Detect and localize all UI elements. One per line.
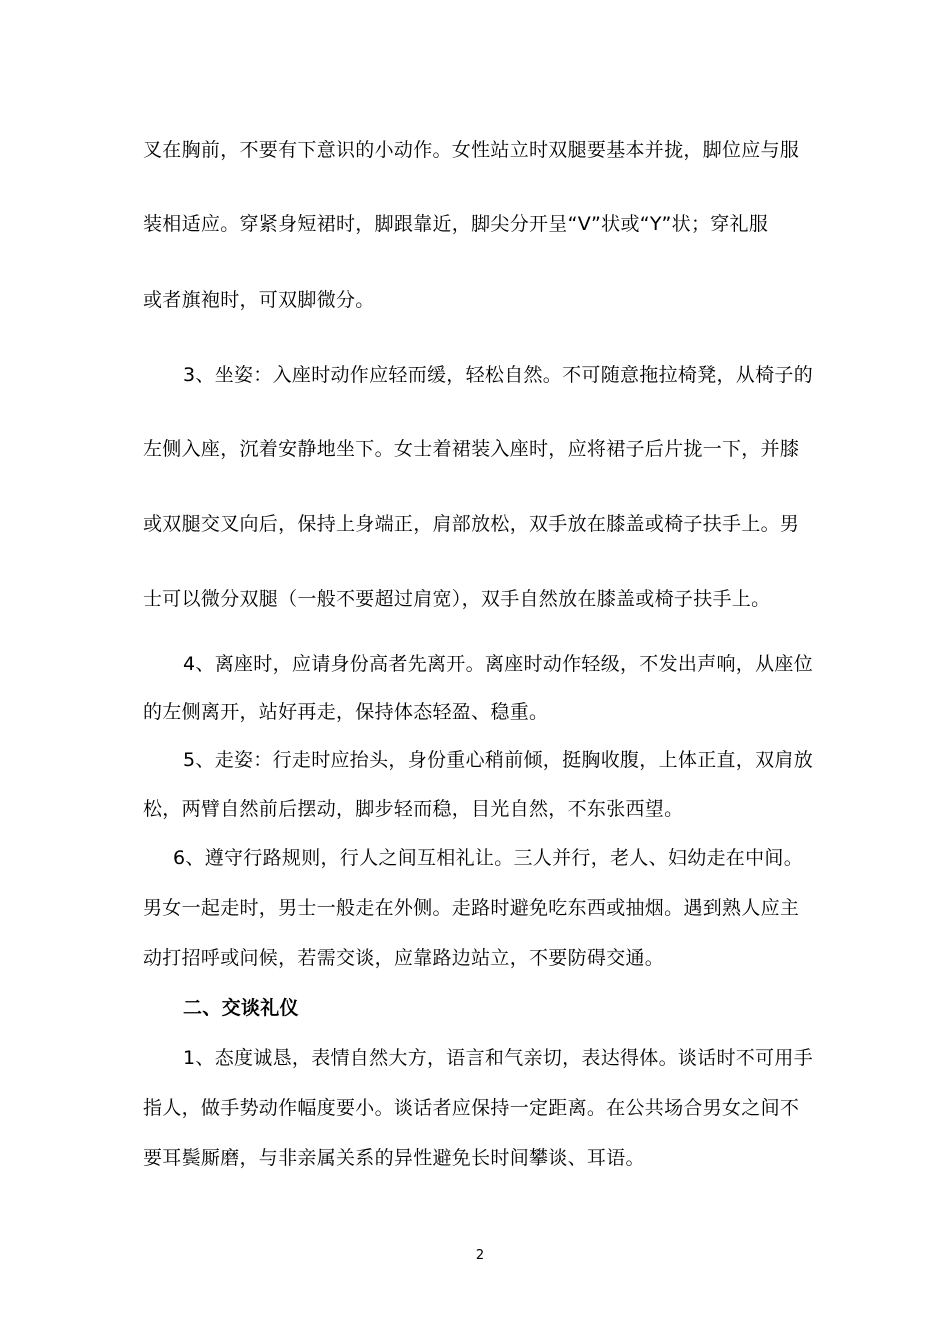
text-line: 叉在胸前，不要有下意识的小动作。女性站立时双腿要基本并拢，脚位应与服 <box>143 139 800 161</box>
text-line: 的左侧离开，站好再走，保持体态轻盈、稳重。 <box>143 701 549 723</box>
text-line: 3、坐姿：入座时动作应轻而缓，轻松自然。不可随意拖拉椅凳，从椅子的 <box>183 364 813 386</box>
text-line: 松，两臂自然前后摆动，脚步轻而稳，目光自然，不东张西望。 <box>143 798 684 820</box>
text-line: 士可以微分双腿（一般不要超过肩宽），双手自然放在膝盖或椅子扶手上。 <box>143 588 771 610</box>
text-line: 1、态度诚恳，表情自然大方，语言和气亲切，表达得体。谈话时不可用手 <box>183 1047 813 1069</box>
text-line: 要耳鬓厮磨，与非亲属关系的异性避免长时间攀谈、耳语。 <box>143 1147 645 1169</box>
text-line: 装相适应。穿紧身短裙时，脚跟靠近，脚尖分开呈“V”状或“Y”状；穿礼服 <box>143 213 769 235</box>
text-line: 左侧入座，沉着安静地坐下。女士着裙装入座时，应将裙子后片拢一下，并膝 <box>143 438 800 460</box>
text-line: 4、离座时，应请身份高者先离开。离座时动作轻级，不发出声响，从座位 <box>183 653 813 675</box>
text-line: 或双腿交叉向后，保持上身端正，肩部放松，双手放在膝盖或椅子扶手上。男 <box>143 513 800 535</box>
text-line: 男女一起走时，男士一般走在外侧。走路时避免吃东西或抽烟。遇到熟人应主 <box>143 897 800 919</box>
text-line: 或者旗袍时，可双脚微分。 <box>143 289 375 311</box>
section-heading: 二、交谈礼仪 <box>183 997 299 1019</box>
text-line: 6、遵守行路规则，行人之间互相礼让。三人并行，老人、妇幼走在中间。 <box>173 847 803 869</box>
text-line: 动打招呼或问候，若需交谈，应靠路边站立，不要防碍交通。 <box>143 947 665 969</box>
page-number: 2 <box>475 1248 485 1263</box>
text-line: 指人，做手势动作幅度要小。谈话者应保持一定距离。在公共场合男女之间不 <box>143 1097 800 1119</box>
text-line: 5、走姿：行走时应抬头，身份重心稍前倾，挺胸收腹，上体正直，双肩放 <box>183 749 813 771</box>
